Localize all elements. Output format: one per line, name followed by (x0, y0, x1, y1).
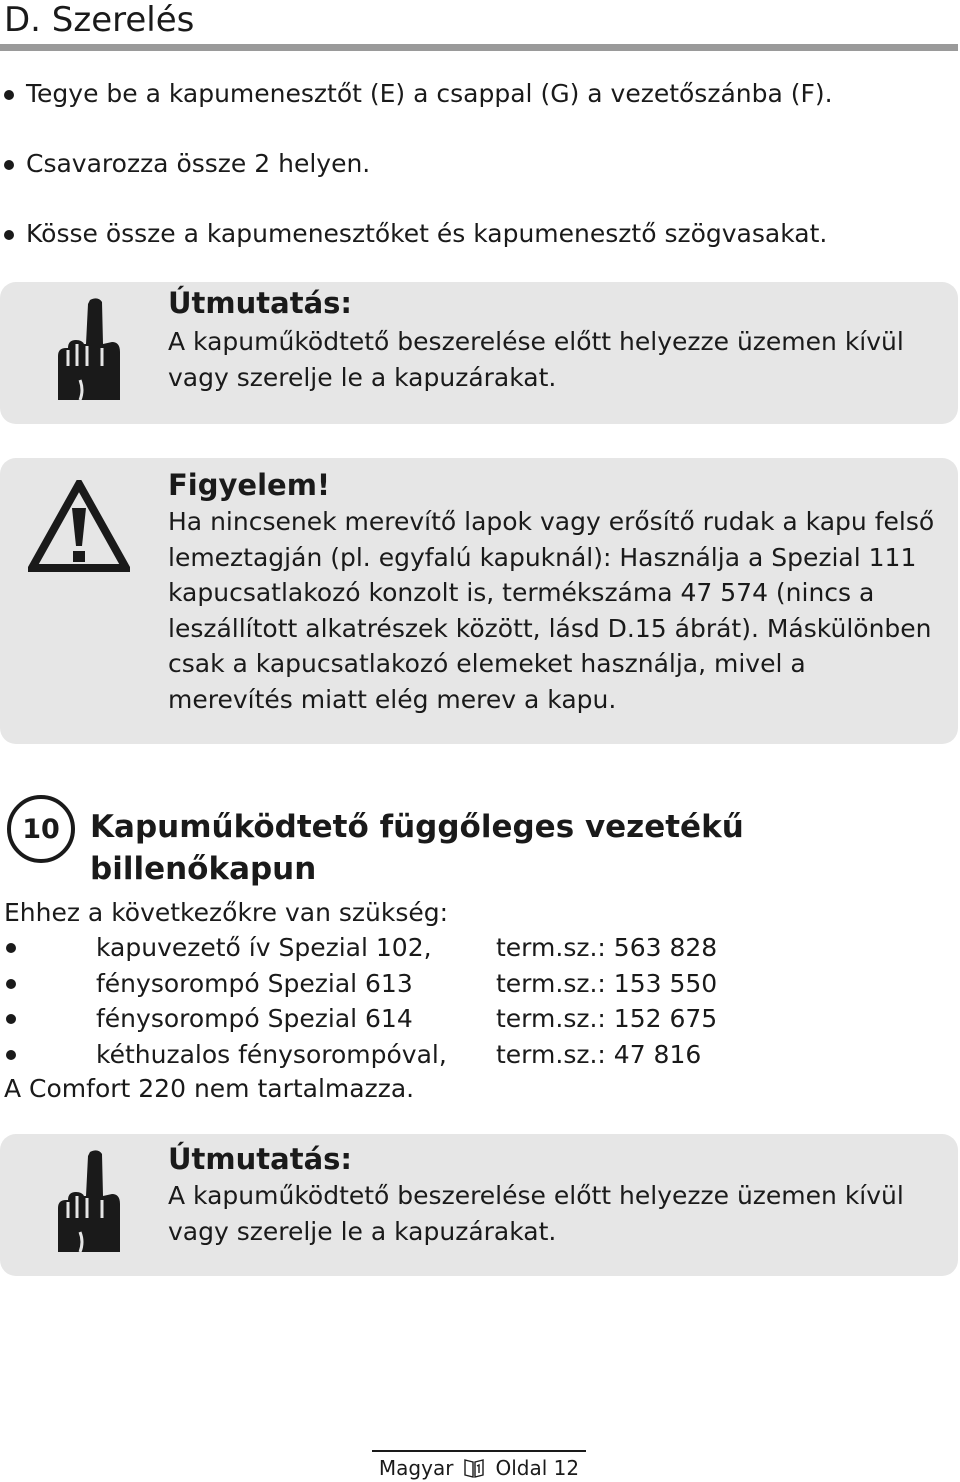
warning-text: Ha nincsenek merevítő lapok vagy erősítő rudak a kapu felső lemeztagján (pl. egyfalú kapuknál): Használja a Spezial 111 kapucsatlakozó konzolt is, termékszáma 47 574 (nincs a leszállított alkatrészek között, lásd D.15 ábrát). Máskülönben csak a kapucsatlakozó elemeket használja, mivel a merevítés miatt elég merev a kapu. (168, 507, 935, 714)
note-heading: Útmutatás: (168, 1142, 352, 1176)
list-item: Kösse össze a kapumenesztőket és kapumenesztő szögvasakat. (0, 216, 940, 252)
part-number: term.sz.: 152 675 (496, 1004, 718, 1033)
item-name: kéthuzalos fénysorompóval, (96, 1039, 447, 1069)
item-name: kapuvezető ív Spezial 102, (96, 933, 432, 962)
pointing-hand-icon (50, 296, 122, 402)
note-text: A kapuműködtető beszerelése előtt helyezze üzemen kívül vagy szerelje le a kapuzárakat. (168, 327, 904, 392)
part-number: term.sz.: 563 828 (496, 933, 718, 962)
footer-page: Oldal 12 (495, 1456, 580, 1480)
step-number: 10 (7, 795, 75, 863)
list-item (0, 966, 800, 1002)
requirements-footnote: A Comfort 220 nem tartalmazza. (4, 1074, 415, 1103)
list-item (0, 1001, 800, 1037)
page-footer (372, 1454, 586, 1482)
warning-triangle-icon (28, 480, 130, 572)
list-item: Csavarozza össze 2 helyen. (0, 146, 940, 182)
note-heading: Útmutatás: (168, 286, 352, 320)
note-text: A kapuműködtető beszerelése előtt helyezze üzemen kívül vagy szerelje le a kapuzárakat. (168, 1181, 904, 1246)
step-title: Kapuműködtető függőleges vezetékű billenőkapun (90, 809, 744, 887)
book-icon (463, 1458, 485, 1478)
item-name: fénysorompó Spezial 613 (96, 968, 413, 998)
list-item (0, 1037, 800, 1073)
warning-box (0, 458, 958, 744)
item-name: fénysorompó Spezial 614 (96, 1004, 413, 1033)
instruction-list (0, 76, 940, 286)
footer-rule (372, 1450, 586, 1452)
title-rule (0, 44, 958, 51)
list-item (0, 930, 800, 966)
requirements-list (0, 930, 800, 1072)
note-box (0, 1134, 958, 1276)
note-box (0, 282, 958, 424)
part-number: term.sz.: 47 816 (496, 1039, 702, 1069)
requirements-intro: Ehhez a következőkre van szükség: (4, 898, 449, 927)
section-title: D. Szerelés (4, 0, 195, 40)
part-number: term.sz.: 153 550 (496, 968, 718, 998)
warning-heading: Figyelem! (168, 468, 331, 502)
pointing-hand-icon (50, 1148, 122, 1254)
footer-language: Magyar (378, 1456, 454, 1480)
list-item: Tegye be a kapumenesztőt (E) a csappal (G) a vezetőszánba (F). (0, 76, 940, 112)
